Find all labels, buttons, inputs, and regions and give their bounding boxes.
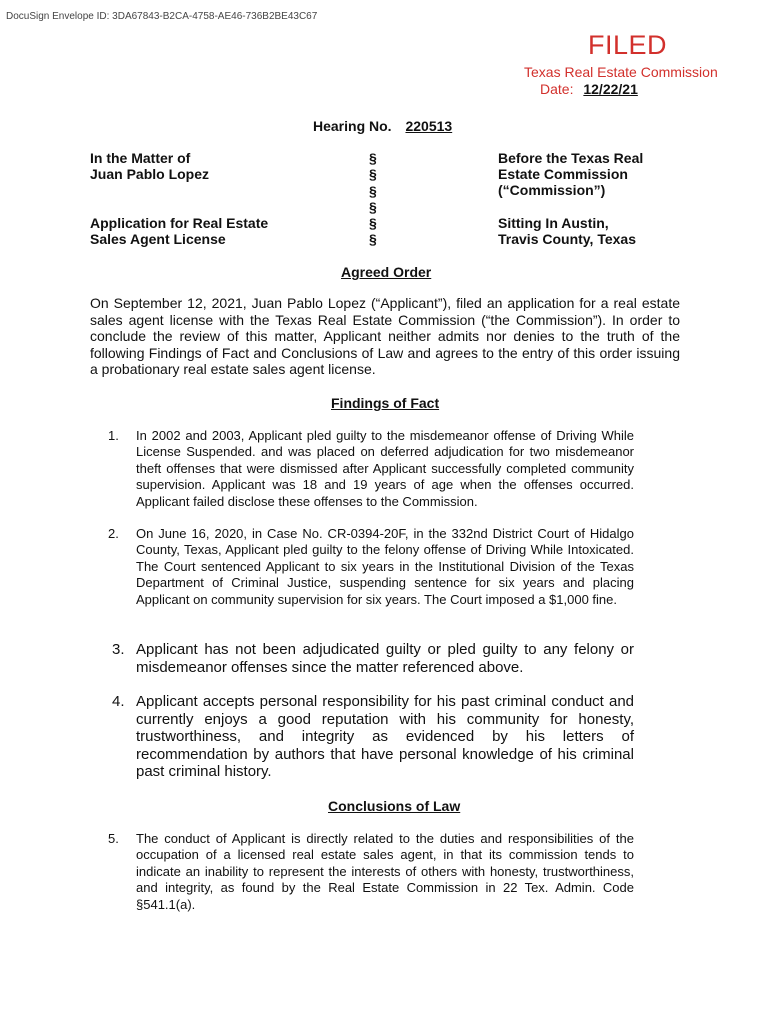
finding-number: 4. bbox=[112, 693, 125, 710]
docusign-envelope-id: DocuSign Envelope ID: 3DA67843-B2CA-4758-AE46-736B2BE43C67 bbox=[6, 11, 318, 22]
caption-before bbox=[498, 150, 643, 198]
caption-matter-name: Juan Pablo Lopez bbox=[90, 166, 210, 182]
caption-sitting bbox=[498, 215, 636, 247]
finding-number: 1. bbox=[108, 428, 119, 443]
caption-matter bbox=[90, 150, 209, 182]
conclusion-number: 5. bbox=[108, 831, 119, 846]
finding-item bbox=[90, 693, 634, 781]
section-symbol: § bbox=[369, 150, 377, 166]
caption-before-line2: Estate Commission bbox=[498, 166, 628, 182]
conclusion-item bbox=[90, 831, 634, 913]
finding-item bbox=[90, 526, 634, 608]
filed-date-value: 12/22/21 bbox=[583, 81, 638, 97]
section-symbol: § bbox=[369, 182, 377, 199]
finding-text: On June 16, 2020, in Case No. CR-0394-20F, in the 332nd District Court of Hidalgo County, Texas, Applicant pled guilty to the felony offense of Driving While Intoxicated. The Court sentenced Applicant to six years in the Institutional Division of the Texas Department of Criminal Justice, suspending sentence for six years and placing Applicant on community supervision for six years. The Court imposed a $1,000 fine. bbox=[136, 526, 634, 607]
caption-application-line2: Sales Agent License bbox=[90, 231, 226, 247]
agreed-order-heading: Agreed Order bbox=[341, 264, 432, 280]
hearing-number-value: 220513 bbox=[405, 118, 453, 134]
conclusion-text: The conduct of Applicant is directly related to the duties and responsibilities of the occupation of a licensed real estate sales agent, in that its commission tends to indicate an inability to represent the interests of others with honesty, trustworthiness, and integrity, as found by the Real Estate Commission in 22 Tex. Admin. Code §541.1(a). bbox=[136, 831, 634, 912]
finding-text: Applicant accepts personal responsibility for his past criminal conduct and currently enjoys a good reputation with his community for honesty, trustworthiness, and integrity as evidenced by his letters of recommendation by authors that have personal knowledge of his criminal past criminal history. bbox=[136, 693, 634, 781]
section-symbol: § bbox=[369, 166, 377, 183]
filed-stamp-agency: Texas Real Estate Commission bbox=[524, 64, 718, 80]
caption-matter-label: In the Matter of bbox=[90, 150, 191, 166]
finding-item bbox=[90, 428, 634, 510]
filed-stamp-title: FILED bbox=[588, 30, 668, 60]
filed-stamp-date bbox=[540, 81, 688, 97]
caption-sitting-line2: Travis County, Texas bbox=[498, 231, 636, 247]
hearing-number bbox=[313, 118, 468, 134]
finding-number: 2. bbox=[108, 526, 119, 541]
conclusions-heading: Conclusions of Law bbox=[328, 798, 461, 814]
caption-before-line3: (“Commission”) bbox=[498, 182, 606, 198]
section-symbol: § bbox=[369, 215, 377, 232]
intro-paragraph: On September 12, 2021, Juan Pablo Lopez (“Applicant”), filed an application for a real estate sales agent license with the Texas Real Estate Commission (“the Commission”). In order to conclude the review of this matter, Applicant neither admits nor denies to the truth of the following Findings of Fact and Conclusions of Law and agrees to the entry of this order issuing a probationary real estate sales agent license. bbox=[90, 295, 680, 378]
hearing-label: Hearing No. bbox=[313, 118, 392, 134]
finding-text: Applicant has not been adjudicated guilty or pled guilty to any felony or misdemeanor offenses since the matter referenced above. bbox=[136, 641, 634, 676]
caption-before-line1: Before the Texas Real bbox=[498, 150, 644, 166]
caption-application-line1: Application for Real Estate bbox=[90, 215, 269, 231]
section-symbols bbox=[369, 150, 377, 248]
caption-application bbox=[90, 215, 268, 247]
filed-date-label: Date: bbox=[540, 81, 574, 97]
finding-item bbox=[90, 641, 634, 676]
finding-text: In 2002 and 2003, Applicant pled guilty to the misdemeanor offense of Driving While License Suspended. and was placed on deferred adjudication for two misdemeanor theft offenses that were dismissed after Applicant successfully completed community supervision. Applicant was 18 and 19 years of age when the offenses occurred. Applicant failed disclose these offenses to the Commission. bbox=[136, 428, 634, 509]
section-symbol: § bbox=[369, 198, 377, 215]
findings-heading: Findings of Fact bbox=[331, 395, 440, 411]
caption-sitting-line1: Sitting In Austin, bbox=[498, 215, 609, 231]
section-symbol: § bbox=[369, 231, 377, 248]
finding-number: 3. bbox=[112, 641, 125, 658]
